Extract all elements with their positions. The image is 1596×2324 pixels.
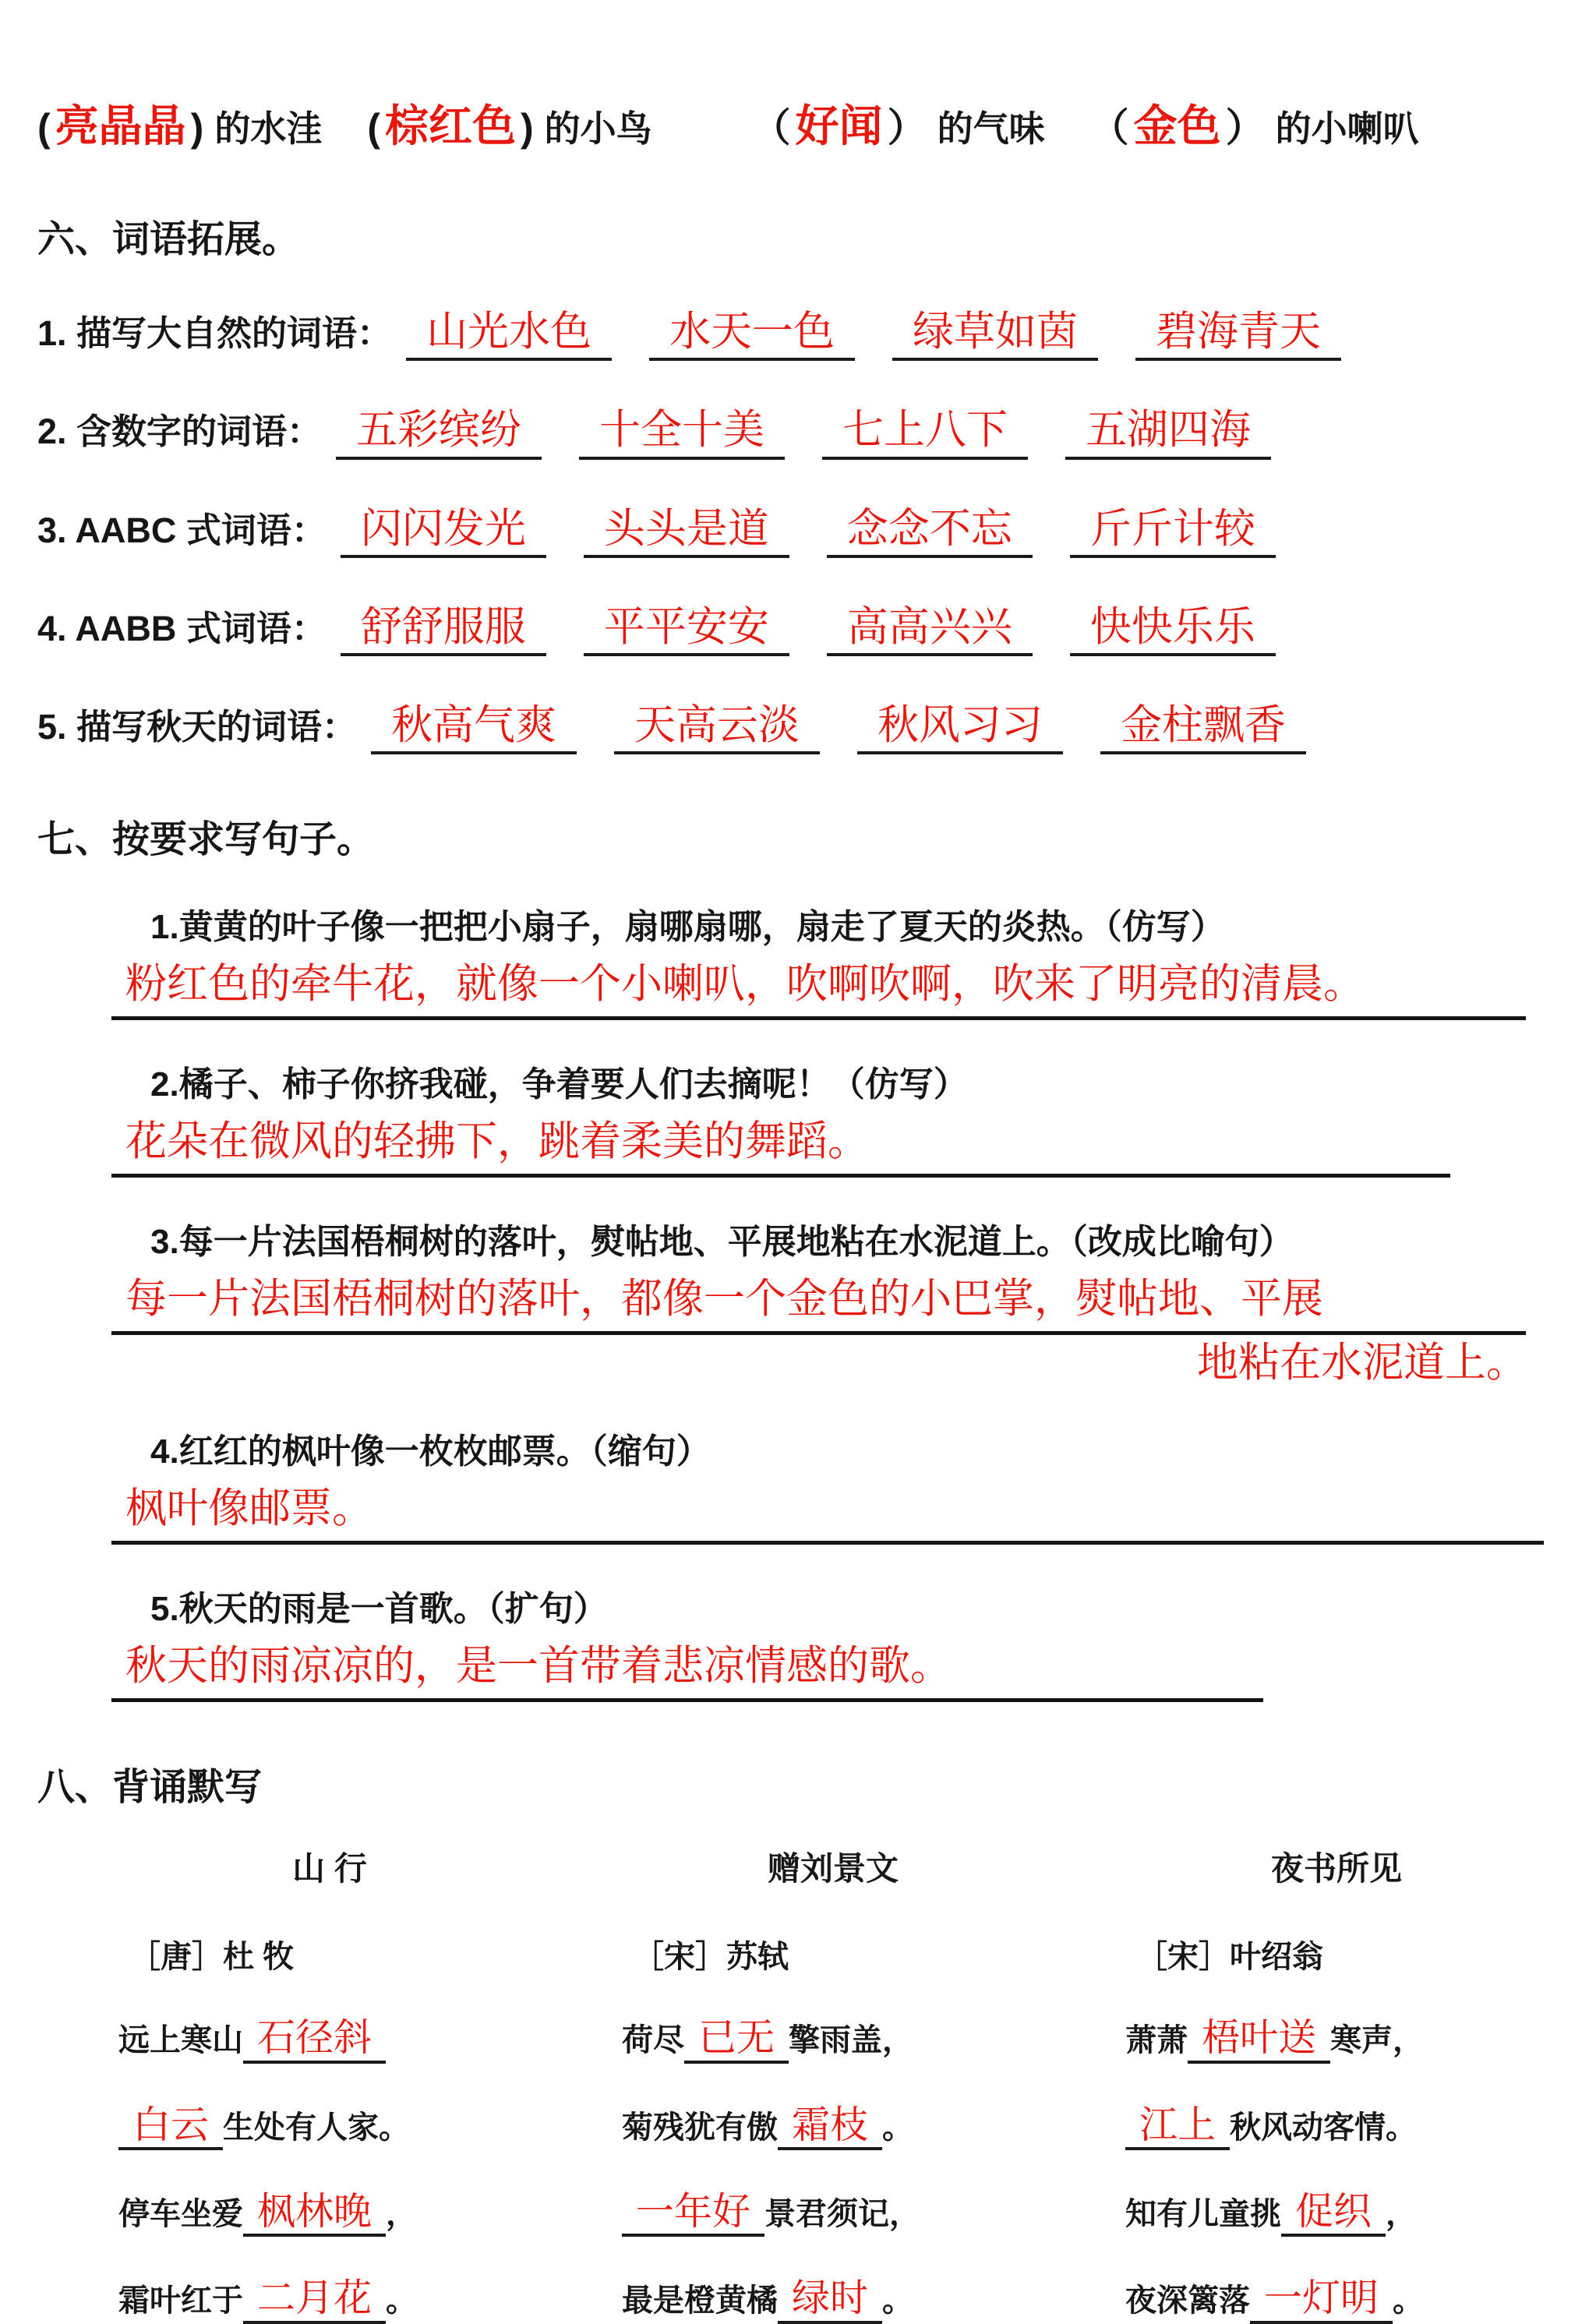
word-expansion-row (37, 502, 1565, 558)
word-expansion-row (37, 698, 1565, 754)
poem-line-pre: 菊残犹有傲 (622, 2110, 778, 2145)
poem-line-pre: 霜叶红于 (118, 2283, 243, 2319)
poem-title: 山 行 (292, 1850, 367, 1888)
word-answer: 头头是道 (584, 507, 789, 558)
sentence-answer: 每一片法国梧桐树的落叶，都像一个金色的小巴掌，熨帖地、平展 (111, 1276, 1526, 1335)
poem-line-pre: 夜深篱落 (1125, 2283, 1250, 2319)
poem-line-post: 。 (1393, 2283, 1425, 2319)
sentence-prompt (150, 1213, 1565, 1263)
row-label-text: AABC 式词语： (75, 510, 327, 550)
sentence-number: 2. (150, 1065, 179, 1104)
poem-line-post: 寒声， (1330, 2023, 1425, 2058)
fill-blank-answer: 棕红色 (384, 101, 516, 150)
poem-line-pre: 远上寒山 (118, 2023, 243, 2058)
sentence-item (37, 1581, 1565, 1702)
poem-line-post: 擎雨盖， (789, 2023, 914, 2058)
poem-blank-answer: 霜枝 (778, 2106, 882, 2150)
sentence-number: 3. (150, 1223, 179, 1262)
word-answer: 秋风习习 (857, 703, 1063, 754)
fill-blank-group (37, 92, 322, 154)
poem-blank-answer: 绿时 (778, 2279, 882, 2323)
poem-line (118, 2015, 541, 2063)
sentence-prompt-text: 红红的枫叶像一枚枚邮票。（缩句） (178, 1432, 711, 1471)
sentence-answer: 花朵在微风的轻拂下，跳着柔美的舞蹈。 (111, 1118, 1450, 1178)
poem-zengliujingwen (541, 1843, 1044, 2324)
sentence-prompt-text: 秋天的雨是一首歌。（扩句） (178, 1590, 608, 1629)
section6-heading: 六、词语拓展。 (37, 219, 300, 260)
poem-yeshusuojian (1044, 1843, 1548, 2324)
poem-blank-answer: 白云 (118, 2106, 223, 2150)
row-label (37, 698, 357, 749)
poem-line (622, 2276, 1044, 2323)
poem-line (118, 2103, 541, 2150)
poem-line (1125, 2189, 1548, 2237)
fill-blank-suffix: 的气味 (937, 108, 1045, 149)
fill-blank-answer: 好闻 (795, 101, 883, 150)
word-expansion-row (37, 600, 1565, 656)
sentence-number: 1. (150, 908, 179, 947)
poem-line (622, 2015, 1044, 2063)
poem-line (622, 2103, 1044, 2150)
poem-line-pre: 停车坐爱 (118, 2196, 243, 2231)
fill-blank-suffix: 的水洼 (214, 108, 323, 149)
poem-line-pre: 知有儿童挑 (1125, 2196, 1281, 2231)
word-answer: 绿草如茵 (892, 309, 1098, 361)
poem-blank-answer: 江上 (1125, 2106, 1230, 2150)
row-answers (341, 507, 1276, 558)
sentence-answer: 粉红色的牵牛花，就像一个小喇叭，吹啊吹啊，吹来了明亮的清晨。 (111, 961, 1526, 1020)
row-label-text: 含数字的词语： (76, 411, 323, 452)
word-expansion-row (37, 305, 1565, 361)
poem-line-post: 景君须记， (764, 2196, 921, 2231)
word-answer: 水天一色 (649, 309, 855, 361)
poem-blank-answer: 已无 (684, 2018, 789, 2063)
poem-blank-answer: 二月花 (243, 2279, 386, 2323)
fill-blank-answer: 亮晶晶 (55, 101, 186, 150)
row-number: 3. (37, 510, 67, 550)
word-answer: 秋高气爽 (371, 703, 577, 754)
poem-blank-answer: 梧叶送 (1188, 2018, 1330, 2063)
fill-blank-group (367, 92, 651, 154)
word-answer: 五湖四海 (1065, 408, 1271, 459)
sentence-prompt (150, 1056, 1565, 1106)
word-answer: 舒舒服服 (341, 605, 546, 656)
word-answer: 十全十美 (579, 408, 785, 459)
fill-blank-line (37, 92, 1565, 154)
row-label (37, 600, 327, 651)
poem-line-pre: 萧萧 (1125, 2023, 1188, 2058)
poem-line-post: ， (386, 2196, 418, 2231)
poem-line-pre: 荷尽 (622, 2023, 684, 2058)
open-paren: （ (751, 106, 791, 150)
word-answer: 快快乐乐 (1070, 605, 1276, 656)
poem-blank-answer: 一年好 (622, 2192, 764, 2237)
poem-line (1125, 2103, 1548, 2150)
fill-blank-suffix: 的小鸟 (544, 108, 652, 149)
row-answers (341, 605, 1276, 656)
poem-line-post: 。 (882, 2110, 914, 2145)
row-answers (371, 703, 1306, 754)
word-answer: 闪闪发光 (341, 507, 546, 558)
sentence-answer: 枫叶像邮票。 (111, 1485, 1544, 1545)
sentence-answer: 秋天的雨凉凉的，是一首带着悲凉情感的歌。 (111, 1643, 1263, 1702)
sentence-item (37, 1213, 1565, 1387)
close-paren: ) (520, 106, 534, 150)
poem-line-post: 。 (386, 2283, 418, 2319)
poem-line-pre: 最是橙黄橘 (622, 2283, 778, 2319)
poem-title: 夜书所见 (1270, 1850, 1402, 1888)
sentence-prompt-text: 每一片法国梧桐树的落叶，熨帖地、平展地粘在水泥道上。（改成比喻句） (178, 1223, 1294, 1262)
row-label (37, 305, 392, 355)
word-answer: 五彩缤纷 (336, 408, 542, 459)
row-label (37, 502, 327, 553)
poems-row (37, 1843, 1565, 2324)
poem-line (622, 2189, 1044, 2237)
fill-blank-suffix: 的小喇叭 (1275, 108, 1419, 149)
word-answer: 斤斤计较 (1070, 507, 1276, 558)
poem-line-post: 秋风动客情。 (1230, 2110, 1418, 2145)
sentence-number: 5. (150, 1590, 179, 1629)
sentence-prompt-text: 黄黄的叶子像一把把小扇子，扇哪扇哪，扇走了夏天的炎热。（仿写） (178, 908, 1225, 947)
word-answer: 平平安安 (584, 605, 789, 656)
poem-line-post: 生处有人家。 (223, 2110, 411, 2145)
row-number: 1. (37, 313, 67, 353)
poem-line (118, 2189, 541, 2237)
poem-line (1125, 2015, 1548, 2063)
open-paren: ( (367, 106, 380, 150)
sentence-prompt (150, 1423, 1565, 1473)
section7-heading: 七、按要求写句子。 (37, 819, 375, 861)
word-answer: 念念不忘 (827, 507, 1033, 558)
poem-author: ［唐］杜 牧 (129, 1940, 295, 1975)
section8-heading: 八、背诵默写 (37, 1767, 263, 1809)
poem-line (1125, 2276, 1548, 2323)
row-number: 4. (37, 608, 67, 648)
open-paren: （ (1089, 106, 1129, 150)
word-answer: 天高云淡 (614, 703, 820, 754)
word-expansion-row (37, 403, 1565, 459)
sentence-answer-continued: 地粘在水泥道上。 (1197, 1340, 1527, 1386)
poem-author: ［宋］苏轼 (633, 1940, 789, 1975)
row-label-text: AABB 式词语： (75, 608, 327, 648)
poem-blank-answer: 促织 (1281, 2192, 1386, 2237)
poem-title: 赠刘景文 (767, 1850, 899, 1888)
poem-line-post: ， (1386, 2196, 1418, 2231)
row-number: 5. (37, 707, 67, 747)
sentence-prompt-text: 橘子、柿子你挤我碰，争着要人们去摘呢！（仿写） (178, 1065, 968, 1104)
fill-blank-answer: 金色 (1133, 101, 1221, 150)
close-paren: ） (887, 106, 927, 150)
poem-shanxing (37, 1843, 541, 2324)
sentence-number: 4. (150, 1432, 179, 1471)
poem-blank-answer: 一灯明 (1250, 2279, 1393, 2323)
row-answers (336, 408, 1271, 459)
close-paren: ） (1225, 106, 1265, 150)
fill-blank-group (752, 92, 1045, 154)
word-answer: 高高兴兴 (827, 605, 1033, 656)
poem-blank-answer: 石径斜 (243, 2018, 386, 2063)
sentence-item (37, 1056, 1565, 1178)
row-label-text: 描写秋天的词语： (76, 707, 358, 747)
poem-line (118, 2276, 541, 2323)
word-answer: 山光水色 (406, 309, 612, 361)
sentence-prompt (150, 1581, 1565, 1630)
row-label (37, 403, 322, 454)
fill-blank-group (1090, 92, 1419, 154)
sentence-prompt (150, 899, 1565, 948)
word-answer: 碧海青天 (1135, 309, 1341, 361)
sentence-item (37, 899, 1565, 1020)
word-answer: 金柱飘香 (1100, 703, 1306, 754)
sentence-item (37, 1423, 1565, 1545)
word-answer: 七上八下 (822, 408, 1028, 459)
poem-blank-answer: 枫林晚 (243, 2192, 386, 2237)
row-answers (406, 309, 1341, 361)
row-label-text: 描写大自然的词语： (76, 313, 393, 353)
close-paren: ) (190, 106, 204, 150)
poem-author: ［宋］叶绍翁 (1136, 1940, 1323, 1975)
poem-line-post: 。 (882, 2283, 914, 2319)
open-paren: ( (37, 106, 51, 150)
row-number: 2. (37, 411, 67, 452)
